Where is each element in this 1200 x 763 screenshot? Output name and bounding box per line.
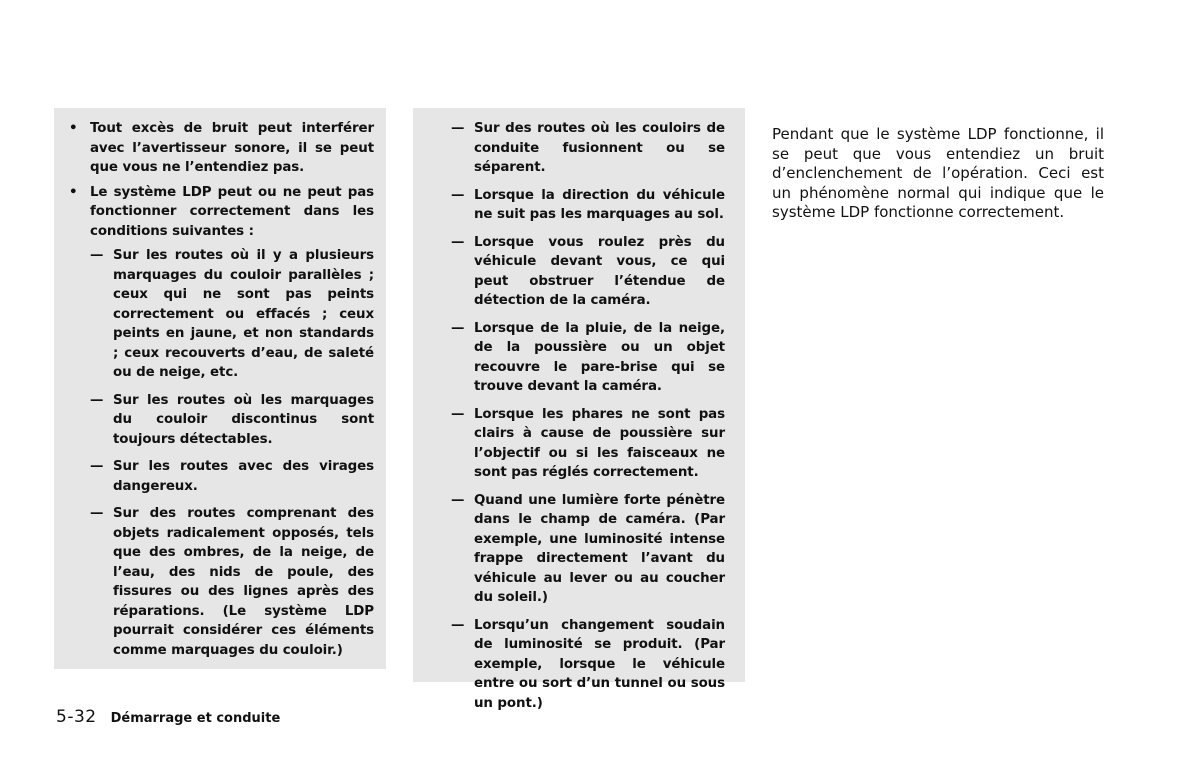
dash-mark: — — [90, 506, 104, 521]
condition-item — [90, 504, 374, 660]
bullet-item — [69, 183, 374, 242]
condition-item — [90, 457, 374, 496]
body-paragraph: Pendant que le système LDP fonctionne, il se peut que vous entendiez un bruit d’enclenchement de l’opération. Ceci est un phénomène normal qui indique que le système LDP fonctionne correctement. — [772, 125, 1104, 222]
condition-text: Sur les routes où il y a plusieurs marquages du couloir parallèles ; ceux qui ne sont pas peints correctement ou effacés ; ceux peints en jaune, et non standards ; ceux recouverts d’eau, de saleté ou de neige, etc. — [113, 248, 374, 380]
dash-mark: — — [451, 406, 465, 422]
condition-item — [451, 233, 725, 311]
dash-mark: — — [451, 121, 465, 136]
bullet-text: Tout excès de bruit peut interférer avec l’avertisseur sonore, il se peut que vous ne l’entendiez pas. — [90, 121, 374, 175]
condition-text: Lorsque de la pluie, de la neige, de la poussière ou un objet recouvre le pare-brise qui se trouve devant la caméra. — [474, 320, 725, 394]
condition-item — [451, 616, 725, 714]
dash-mark: — — [90, 248, 104, 263]
bullet-item — [69, 119, 374, 178]
conditions-list — [69, 246, 374, 660]
condition-text: Sur les routes où les marquages du couloir discontinus sont toujours détectables. — [113, 392, 374, 447]
condition-text: Lorsque la direction du véhicule ne suit pas les marquages au sol. — [474, 187, 725, 222]
dash-mark: — — [451, 492, 465, 508]
caution-box-middle — [413, 108, 745, 711]
condition-item — [90, 391, 374, 450]
page-footer — [56, 707, 280, 731]
condition-text: Quand une lumière forte pénètre dans le champ de caméra. (Par exemple, une luminosité intense frappe directement l’avant du véhicule au lever ou au coucher du soleil.) — [474, 492, 725, 605]
dash-mark: — — [451, 320, 465, 336]
bullet-mark: • — [69, 121, 78, 136]
condition-item — [90, 246, 374, 383]
condition-text: Sur des routes comprenant des objets radicalement opposés, tels que des ombres, de la neige, de l’eau, des nids de poule, des fissures ou des lignes après des réparations. (Le système LDP pourrait considérer ces éléments comme marquages du couloir.) — [113, 506, 374, 658]
condition-text: Lorsque les phares ne sont pas clairs à cause de poussière sur l’objectif ou si les faisceaux ne sont pas réglés correctement. — [474, 406, 725, 480]
condition-item — [451, 491, 725, 608]
dash-mark: — — [451, 234, 465, 250]
condition-item — [451, 186, 725, 225]
dash-mark: — — [451, 187, 465, 203]
caution-box-left — [54, 108, 386, 669]
section-title: Démarrage et conduite — [110, 711, 281, 726]
page-number: 5-32 — [56, 707, 97, 727]
condition-text: Lorsque vous roulez près du véhicule devant vous, ce qui peut obstruer l’étendue de détection de la caméra. — [474, 234, 725, 308]
condition-item — [451, 405, 725, 483]
condition-text: Sur les routes avec des virages dangereux. — [113, 459, 374, 494]
dash-mark: — — [451, 617, 465, 633]
bullet-mark: • — [69, 184, 78, 200]
condition-item — [451, 119, 725, 178]
condition-text: Sur des routes où les couloirs de conduite fusionnent ou se séparent. — [474, 121, 725, 175]
dash-mark: — — [90, 392, 104, 408]
dash-mark: — — [90, 459, 104, 474]
bullet-text: Le système LDP peut ou ne peut pas fonctionner correctement dans les conditions suivantes : — [90, 184, 374, 239]
condition-text: Lorsqu’un changement soudain de luminosité se produit. (Par exemple, lorsque le véhicule entre ou sort d’un tunnel ou sous un pont.) — [474, 617, 725, 711]
condition-item — [451, 319, 725, 397]
